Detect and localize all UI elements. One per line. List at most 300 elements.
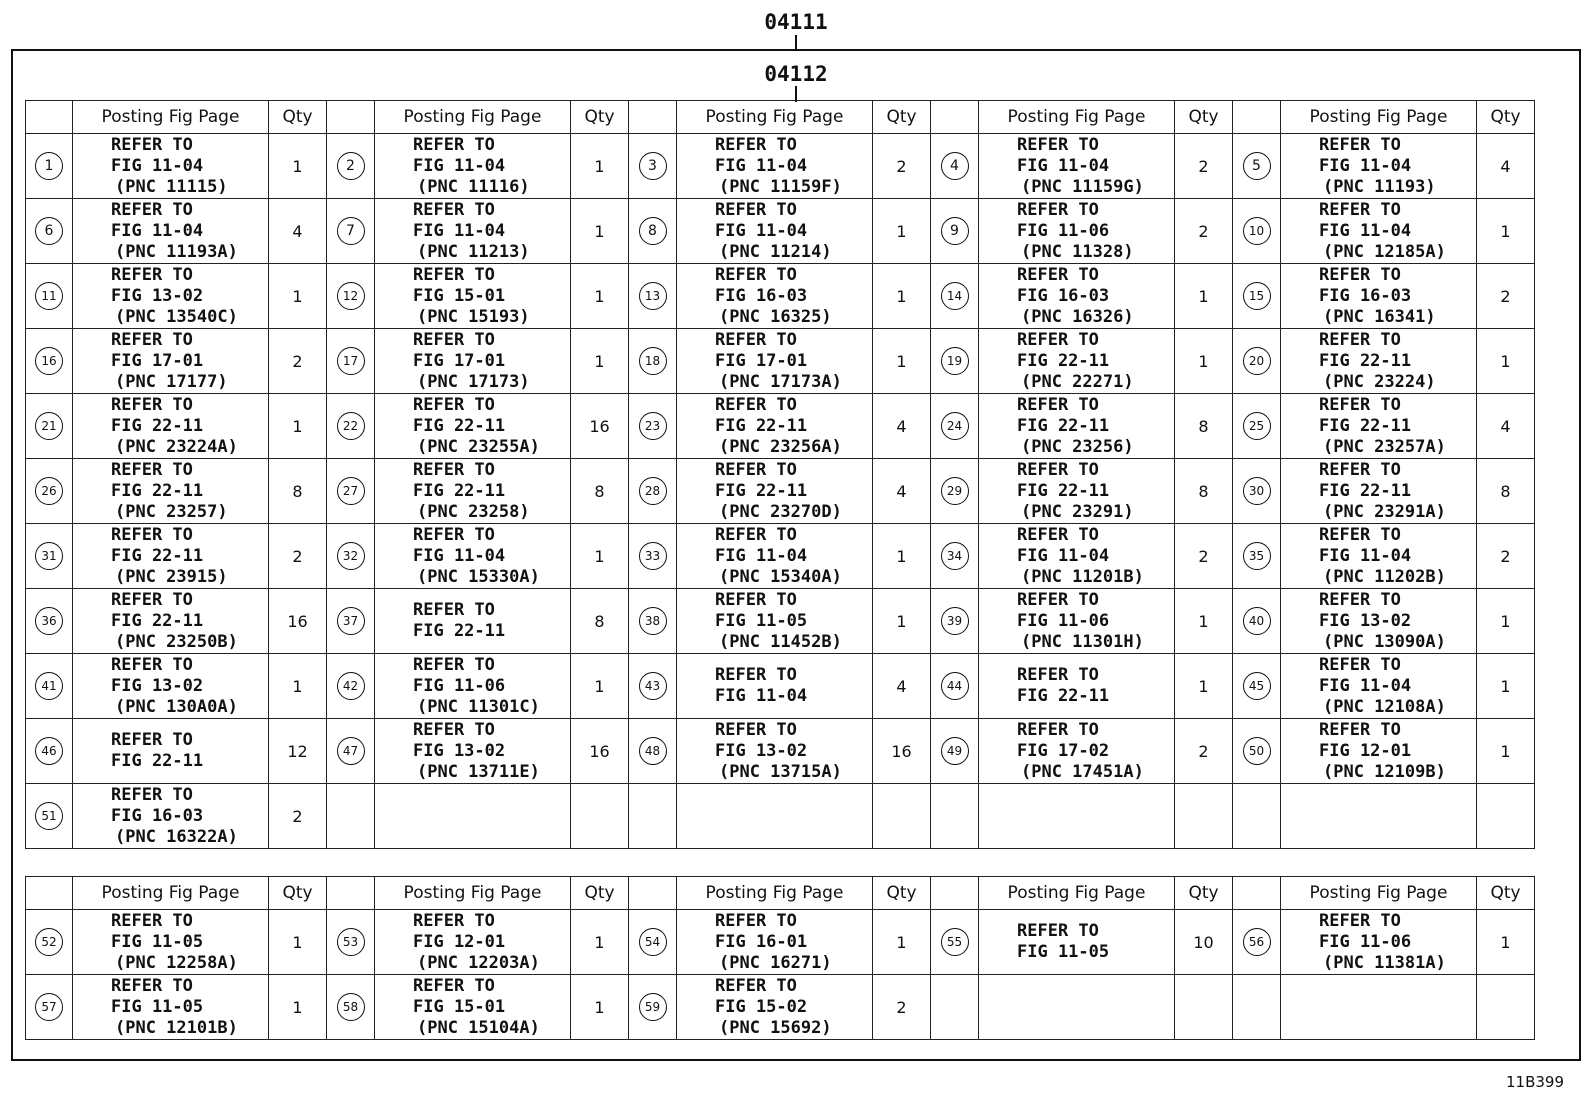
posting-cell: [375, 784, 571, 849]
item-number-cell: [26, 524, 73, 589]
item-number-cell: [26, 654, 73, 719]
item-number-badge: 2: [337, 152, 365, 180]
refer-to-text: REFER TO: [715, 975, 797, 996]
refer-to-text: REFER TO: [1017, 394, 1099, 415]
posting-cell: [979, 394, 1175, 459]
posting-cell: [73, 975, 269, 1040]
posting-cell: [979, 459, 1175, 524]
qty-cell: 1: [1175, 264, 1233, 329]
pnc-reference: (PNC 23258): [417, 501, 530, 522]
item-number-cell: [26, 719, 73, 784]
item-number-badge: 30: [1243, 477, 1271, 505]
qty-cell: 12: [269, 719, 327, 784]
refer-to-text: REFER TO: [111, 394, 193, 415]
refer-to-text: REFER TO: [1017, 459, 1099, 480]
item-number-badge: 10: [1243, 217, 1271, 245]
item-number-badge: 54: [639, 928, 667, 956]
qty-cell: 1: [571, 264, 629, 329]
header-blank: [931, 101, 979, 134]
qty-cell: 1: [873, 910, 931, 975]
figure-reference: FIG 11-05: [1017, 942, 1110, 962]
qty-cell: 1: [269, 134, 327, 199]
pnc-reference: (PNC 17451A): [1021, 761, 1144, 782]
item-number-cell: [26, 134, 73, 199]
table-row: [26, 134, 1535, 199]
figure-reference: FIG 11-05: [111, 931, 204, 952]
refer-to-text: REFER TO: [111, 730, 193, 750]
qty-cell: 1: [269, 394, 327, 459]
qty-cell: [873, 784, 931, 849]
item-number-cell: [26, 910, 73, 975]
item-number-badge: 12: [337, 282, 365, 310]
posting-cell: [979, 329, 1175, 394]
figure-reference: FIG 11-06: [1017, 220, 1110, 241]
posting-cell: [73, 459, 269, 524]
qty-cell: 1: [571, 329, 629, 394]
posting-cell: [375, 394, 571, 459]
figure-reference: FIG 17-01: [715, 350, 808, 371]
pnc-reference: (PNC 11328): [1021, 241, 1134, 262]
table-row: [26, 394, 1535, 459]
pnc-reference: (PNC 11301H): [1021, 631, 1144, 652]
figure-reference: FIG 13-02: [413, 740, 506, 761]
posting-cell: [677, 459, 873, 524]
posting-cell: [677, 975, 873, 1040]
item-number-badge: 26: [35, 477, 63, 505]
pnc-reference: (PNC 23291): [1021, 501, 1134, 522]
pnc-reference: (PNC 23224A): [115, 436, 238, 457]
table-header-row: [26, 101, 1535, 134]
figure-reference: FIG 11-04: [1319, 545, 1412, 566]
table-row: [26, 459, 1535, 524]
refer-to-text: REFER TO: [1017, 199, 1099, 220]
pnc-reference: (PNC 11301C): [417, 696, 540, 717]
posting-cell: [1281, 719, 1477, 784]
header-posting-fig-page: Posting Fig Page: [375, 877, 571, 910]
table-row: [26, 264, 1535, 329]
item-number-badge: 34: [941, 542, 969, 570]
figure-reference: FIG 22-11: [111, 415, 204, 436]
qty-cell: 1: [1175, 589, 1233, 654]
item-number-badge: 35: [1243, 542, 1271, 570]
figure-reference: FIG 11-05: [111, 996, 204, 1017]
posting-cell: [677, 910, 873, 975]
table-row: [26, 784, 1535, 849]
qty-cell: 4: [1477, 134, 1535, 199]
header-blank: [629, 877, 677, 910]
posting-cell: [1281, 329, 1477, 394]
figure-reference: FIG 17-01: [413, 350, 506, 371]
qty-cell: 1: [1477, 589, 1535, 654]
qty-cell: 2: [1477, 264, 1535, 329]
header-posting-fig-page: Posting Fig Page: [375, 101, 571, 134]
pnc-reference: (PNC 13711E): [417, 761, 540, 782]
pnc-reference: (PNC 16325): [719, 306, 832, 327]
figure-reference: FIG 13-02: [715, 740, 808, 761]
posting-cell: [375, 459, 571, 524]
qty-cell: 2: [873, 975, 931, 1040]
item-number-badge: 46: [35, 737, 63, 765]
qty-cell: 2: [1477, 524, 1535, 589]
posting-cell: [677, 719, 873, 784]
table-row: [26, 975, 1535, 1040]
qty-cell: 1: [873, 589, 931, 654]
figure-reference: FIG 15-01: [413, 285, 506, 306]
item-number-badge: 50: [1243, 737, 1271, 765]
posting-cell: [1281, 975, 1477, 1040]
figure-reference: FIG 16-03: [1319, 285, 1412, 306]
item-number-cell: [1233, 394, 1281, 459]
item-number-badge: 25: [1243, 412, 1271, 440]
item-number-cell: [327, 134, 375, 199]
pnc-reference: (PNC 11202B): [1323, 566, 1446, 587]
header-blank: [1233, 101, 1281, 134]
item-number-cell: [629, 719, 677, 784]
pnc-reference: (PNC 23291A): [1323, 501, 1446, 522]
item-number-cell: [1233, 329, 1281, 394]
posting-cell: [979, 719, 1175, 784]
pnc-reference: (PNC 23256): [1021, 436, 1134, 457]
refer-to-text: REFER TO: [1017, 589, 1099, 610]
item-number-badge: 11: [35, 282, 63, 310]
qty-cell: 8: [571, 459, 629, 524]
pnc-reference: (PNC 11193A): [115, 241, 238, 262]
header-posting-fig-page: Posting Fig Page: [979, 877, 1175, 910]
qty-cell: 2: [269, 524, 327, 589]
pnc-reference: (PNC 23915): [115, 566, 228, 587]
refer-to-text: REFER TO: [1319, 524, 1401, 545]
pnc-reference: (PNC 17173A): [719, 371, 842, 392]
item-number-cell: [26, 975, 73, 1040]
figure-reference: FIG 11-06: [413, 675, 506, 696]
item-number-cell: [26, 394, 73, 459]
item-number-badge: 13: [639, 282, 667, 310]
item-number-cell: [26, 199, 73, 264]
header-qty: Qty: [1477, 101, 1535, 134]
posting-cell: [73, 329, 269, 394]
refer-to-text: REFER TO: [111, 459, 193, 480]
item-number-badge: 41: [35, 672, 63, 700]
item-number-cell: [327, 589, 375, 654]
figure-reference: FIG 11-04: [413, 220, 506, 241]
refer-to-text: REFER TO: [1319, 329, 1401, 350]
item-number-badge: 21: [35, 412, 63, 440]
figure-reference: FIG 11-04: [1017, 545, 1110, 566]
figure-reference: FIG 11-04: [413, 155, 506, 176]
item-number-cell: [629, 394, 677, 459]
pnc-reference: (PNC 12109B): [1323, 761, 1446, 782]
posting-cell: [677, 329, 873, 394]
item-number-cell: [327, 199, 375, 264]
pnc-reference: (PNC 15340A): [719, 566, 842, 587]
item-number-cell: [327, 975, 375, 1040]
header-blank: [327, 877, 375, 910]
refer-to-text: REFER TO: [111, 134, 193, 155]
pnc-reference: (PNC 11159F): [719, 176, 842, 197]
item-number-cell: [1233, 459, 1281, 524]
item-number-badge: 9: [941, 217, 969, 245]
refer-to-text: REFER TO: [715, 719, 797, 740]
qty-cell: 1: [1477, 654, 1535, 719]
item-number-cell: [931, 329, 979, 394]
posting-cell: [677, 589, 873, 654]
figure-reference: FIG 11-04: [715, 545, 808, 566]
item-number-badge: 22: [337, 412, 365, 440]
pnc-reference: (PNC 12108A): [1323, 696, 1446, 717]
figure-reference: FIG 22-11: [1017, 350, 1110, 371]
posting-cell: [1281, 459, 1477, 524]
item-number-cell: [629, 910, 677, 975]
qty-cell: 1: [269, 264, 327, 329]
item-number-cell: [1233, 975, 1281, 1040]
posting-cell: [979, 199, 1175, 264]
pnc-reference: (PNC 13715A): [719, 761, 842, 782]
posting-cell: [677, 654, 873, 719]
figure-reference: FIG 22-11: [1017, 686, 1110, 706]
item-number-cell: [931, 459, 979, 524]
figure-reference: FIG 17-02: [1017, 740, 1110, 761]
pnc-reference: (PNC 11452B): [719, 631, 842, 652]
item-number-cell: [629, 654, 677, 719]
item-number-badge: 23: [639, 412, 667, 440]
posting-cell: [73, 589, 269, 654]
item-number-badge: 33: [639, 542, 667, 570]
table-row: [26, 329, 1535, 394]
header-posting-fig-page: Posting Fig Page: [73, 101, 269, 134]
posting-cell: [979, 784, 1175, 849]
item-number-badge: 15: [1243, 282, 1271, 310]
refer-to-text: REFER TO: [413, 524, 495, 545]
qty-cell: 8: [269, 459, 327, 524]
refer-to-text: REFER TO: [413, 459, 495, 480]
header-blank: [327, 101, 375, 134]
figure-reference: FIG 22-11: [413, 415, 506, 436]
header-qty: Qty: [873, 101, 931, 134]
pnc-reference: (PNC 11214): [719, 241, 832, 262]
refer-to-text: REFER TO: [413, 329, 495, 350]
pnc-reference: (PNC 23224): [1323, 371, 1436, 392]
qty-cell: 8: [571, 589, 629, 654]
posting-cell: [1281, 394, 1477, 459]
figure-reference: FIG 11-04: [111, 155, 204, 176]
figure-reference: FIG 22-11: [111, 480, 204, 501]
item-number-badge: 39: [941, 607, 969, 635]
refer-to-text: REFER TO: [413, 910, 495, 931]
qty-cell: 4: [873, 654, 931, 719]
item-number-cell: [931, 524, 979, 589]
figure-reference: FIG 11-04: [715, 155, 808, 176]
item-number-cell: [931, 264, 979, 329]
refer-to-text: REFER TO: [1017, 665, 1099, 685]
refer-to-text: REFER TO: [413, 600, 495, 620]
pnc-reference: (PNC 11381A): [1323, 952, 1446, 973]
qty-cell: [1477, 975, 1535, 1040]
qty-cell: 1: [571, 134, 629, 199]
posting-cell: [73, 199, 269, 264]
posting-cell: [1281, 589, 1477, 654]
posting-cell: [677, 134, 873, 199]
pnc-reference: (PNC 16341): [1323, 306, 1436, 327]
pnc-reference: (PNC 15193): [417, 306, 530, 327]
table-row: [26, 524, 1535, 589]
pnc-reference: (PNC 17173): [417, 371, 530, 392]
item-number-cell: [629, 459, 677, 524]
refer-to-text: REFER TO: [715, 589, 797, 610]
item-number-badge: 52: [35, 928, 63, 956]
refer-to-text: REFER TO: [413, 394, 495, 415]
header-posting-fig-page: Posting Fig Page: [1281, 101, 1477, 134]
posting-cell: [677, 524, 873, 589]
refer-to-text: REFER TO: [1319, 199, 1401, 220]
header-qty: Qty: [1175, 877, 1233, 910]
qty-cell: 1: [1175, 329, 1233, 394]
item-number-cell: [327, 329, 375, 394]
item-number-cell: [1233, 134, 1281, 199]
qty-cell: 1: [269, 654, 327, 719]
pnc-reference: (PNC 11115): [115, 176, 228, 197]
posting-cell: [375, 719, 571, 784]
qty-cell: 10: [1175, 910, 1233, 975]
parts-table-bottom: [25, 876, 1535, 1040]
refer-to-text: REFER TO: [413, 264, 495, 285]
figure-reference: FIG 11-04: [1319, 220, 1412, 241]
figure-reference: FIG 11-04: [1319, 155, 1412, 176]
qty-cell: 1: [1175, 654, 1233, 719]
qty-cell: 4: [873, 459, 931, 524]
figure-reference: FIG 22-11: [1319, 350, 1412, 371]
item-number-badge: 3: [639, 152, 667, 180]
header-qty: Qty: [269, 877, 327, 910]
item-number-cell: [931, 134, 979, 199]
item-number-cell: [1233, 199, 1281, 264]
qty-cell: 1: [571, 975, 629, 1040]
qty-cell: [571, 784, 629, 849]
item-number-cell: [629, 524, 677, 589]
refer-to-text: REFER TO: [111, 975, 193, 996]
qty-cell: 2: [873, 134, 931, 199]
figure-reference: FIG 16-01: [715, 931, 808, 952]
item-number-badge: 4: [941, 152, 969, 180]
header-posting-fig-page: Posting Fig Page: [1281, 877, 1477, 910]
item-number-cell: [629, 329, 677, 394]
item-number-badge: 18: [639, 347, 667, 375]
posting-cell: [979, 264, 1175, 329]
refer-to-text: REFER TO: [1017, 134, 1099, 155]
posting-cell: [73, 524, 269, 589]
pnc-reference: (PNC 11201B): [1021, 566, 1144, 587]
posting-cell: [677, 784, 873, 849]
item-number-badge: 16: [35, 347, 63, 375]
qty-cell: 2: [1175, 524, 1233, 589]
refer-to-text: REFER TO: [111, 654, 193, 675]
posting-cell: [677, 264, 873, 329]
refer-to-text: REFER TO: [1017, 329, 1099, 350]
posting-cell: [1281, 264, 1477, 329]
item-number-badge: 47: [337, 737, 365, 765]
figure-reference: FIG 16-03: [715, 285, 808, 306]
refer-to-text: REFER TO: [413, 199, 495, 220]
header-posting-fig-page: Posting Fig Page: [979, 101, 1175, 134]
pnc-reference: (PNC 11213): [417, 241, 530, 262]
posting-cell: [677, 199, 873, 264]
figure-reference: FIG 15-01: [413, 996, 506, 1017]
item-number-badge: 6: [35, 217, 63, 245]
pnc-reference: (PNC 11116): [417, 176, 530, 197]
qty-cell: 1: [571, 654, 629, 719]
posting-cell: [677, 394, 873, 459]
item-number-badge: 38: [639, 607, 667, 635]
qty-cell: 8: [1175, 459, 1233, 524]
pnc-reference: (PNC 12203A): [417, 952, 540, 973]
qty-cell: 1: [1477, 329, 1535, 394]
posting-cell: [979, 134, 1175, 199]
header-blank: [931, 877, 979, 910]
qty-cell: 4: [269, 199, 327, 264]
item-number-cell: [1233, 654, 1281, 719]
figure-reference: FIG 12-01: [1319, 740, 1412, 761]
item-number-cell: [26, 459, 73, 524]
posting-cell: [73, 134, 269, 199]
header-qty: Qty: [269, 101, 327, 134]
item-number-badge: 20: [1243, 347, 1271, 375]
refer-to-text: REFER TO: [111, 910, 193, 931]
refer-to-text: REFER TO: [413, 719, 495, 740]
header-qty: Qty: [571, 101, 629, 134]
posting-cell: [1281, 910, 1477, 975]
figure-reference: FIG 22-11: [715, 480, 808, 501]
item-number-badge: 44: [941, 672, 969, 700]
assembly-number-04111: 04111: [764, 10, 828, 34]
qty-cell: 16: [269, 589, 327, 654]
header-blank: [629, 101, 677, 134]
item-number-cell: [327, 719, 375, 784]
item-number-badge: 27: [337, 477, 365, 505]
header-blank: [26, 877, 73, 910]
figure-reference: FIG 22-11: [413, 480, 506, 501]
item-number-cell: [629, 589, 677, 654]
refer-to-text: REFER TO: [1319, 264, 1401, 285]
header-blank: [1233, 877, 1281, 910]
qty-cell: 8: [1477, 459, 1535, 524]
header-posting-fig-page: Posting Fig Page: [677, 877, 873, 910]
pnc-reference: (PNC 130A0A): [115, 696, 238, 717]
refer-to-text: REFER TO: [1319, 654, 1401, 675]
figure-reference: FIG 13-02: [111, 285, 204, 306]
figure-reference: FIG 11-05: [715, 610, 808, 631]
table-row: [26, 199, 1535, 264]
item-number-badge: 29: [941, 477, 969, 505]
qty-cell: 1: [571, 524, 629, 589]
item-number-badge: 55: [941, 928, 969, 956]
posting-cell: [375, 264, 571, 329]
figure-reference: FIG 16-03: [111, 805, 204, 826]
item-number-badge: 49: [941, 737, 969, 765]
item-number-badge: 28: [639, 477, 667, 505]
item-number-badge: 24: [941, 412, 969, 440]
posting-cell: [375, 654, 571, 719]
qty-cell: 1: [873, 264, 931, 329]
refer-to-text: REFER TO: [1319, 910, 1401, 931]
refer-to-text: REFER TO: [1017, 921, 1099, 941]
table-row: [26, 589, 1535, 654]
qty-cell: 1: [571, 199, 629, 264]
posting-cell: [1281, 784, 1477, 849]
item-number-badge: 8: [639, 217, 667, 245]
item-number-cell: [931, 910, 979, 975]
posting-cell: [979, 654, 1175, 719]
refer-to-text: REFER TO: [1017, 524, 1099, 545]
qty-cell: 16: [873, 719, 931, 784]
